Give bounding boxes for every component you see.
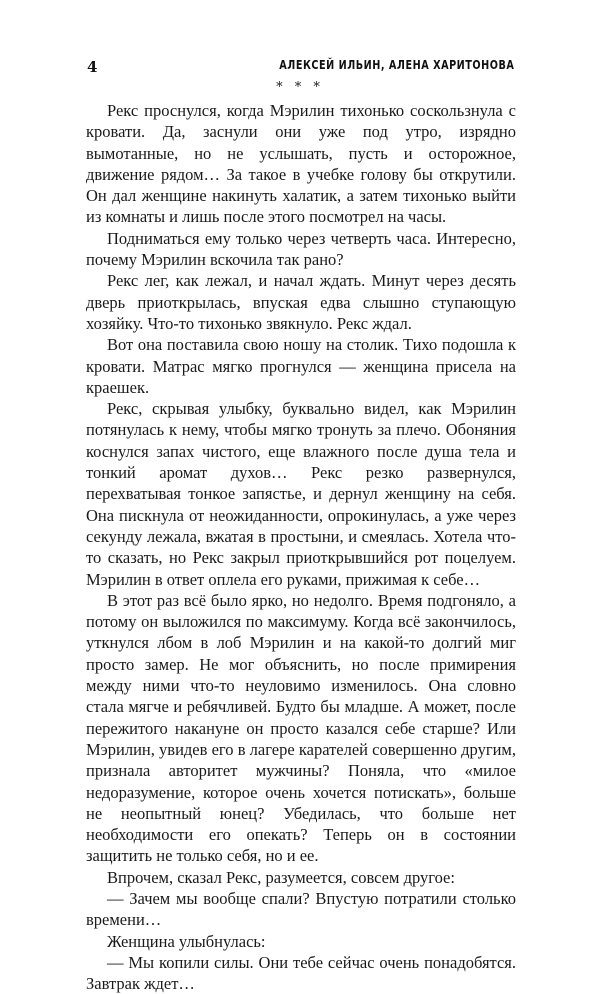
paragraph: Рекс лег, как лежал, и начал ждать. Минут через десять дверь приоткрылась, впуская едва слышно ступающую хозяйку. Что-то тихонько звякнуло. Рекс ждал. xyxy=(86,271,516,333)
paragraph: — Мы копили силы. Они тебе сейчас очень понадобятся. Завтрак ждет… xyxy=(86,952,516,994)
paragraph: Вот она поставила свою ношу на столик. Тихо подошла к кровати. Матрас мягко прогнулся — женщина присела на краешек. xyxy=(86,335,516,397)
page-number: 4 xyxy=(87,58,98,76)
paragraph: Впрочем, сказал Рекс, разумеется, совсем другое: xyxy=(107,867,455,887)
running-header-title: АЛЕКСЕЙ ИЛЬИН, АЛЕНА ХАРИТОНОВА xyxy=(278,57,514,72)
paragraph: Рекс, скрывая улыбку, буквально видел, как Мэрилин потянулась к нему, чтобы мягко тронуть за плечо. Обоняния коснулся запах чистого, еще влажного после душа тела и тонкий аромат духов… Рекс резко развернулся, перехватывая тонкое запястье, и дернул женщину на себя. Она пискнула от неожиданности, опрокинулась, а уже через секунду лежала, вжатая в простыни, и смеялась. Хотела что-то сказать, но Рекс закрыл приоткрывшийся рот поцелуем. Мэрилин в ответ оплела его руками, прижимая к себе… xyxy=(86,399,516,589)
paragraph: Женщина улыбнулась: xyxy=(107,931,266,951)
paragraph: Подниматься ему только через четверть часа. Интересно, почему Мэрилин вскочила так рано? xyxy=(86,228,516,270)
chapter-text xyxy=(86,100,516,994)
section-separator: * * * xyxy=(276,80,324,95)
paragraph: В этот раз всё было ярко, но недолго. Время подгоняло, а потому он выложился по максимуму. Когда всё закончилось, уткнулся лбом в лоб Мэрилин и на какой-то долгий миг просто замер. Не мог объяснить, но после примирения между ними что-то неуловимо изменилось. Она словно стала мягче и ребячливей. Будто бы младше. А может, после пережитого накануне он просто казался себе старше? Или Мэрилин, увидев его в лагере карателей совершенно другим, признала авторитет мужчины? Поняла, что «милое недоразумение, которое очень хочется потискать», больше не неопытный юнец? Убедилась, что больше нет необходимости его опекать? Теперь он в состоянии защитить не только себя, но и ее. xyxy=(86,590,516,866)
paragraph: — Зачем мы вообще спали? Впустую потратили столько времени… xyxy=(86,888,516,930)
paragraph: Рекс проснулся, когда Мэрилин тихонько соскользнула с кровати. Да, заснули они уже под утро, изрядно вымотанные, но не услышать, пусть и осторожное, движение рядом… За такое в учебке голову бы открутили. Он дал женщине накинуть халатик, а затем тихонько выйти из комнаты и лишь после этого посмотрел на часы. xyxy=(86,101,516,227)
